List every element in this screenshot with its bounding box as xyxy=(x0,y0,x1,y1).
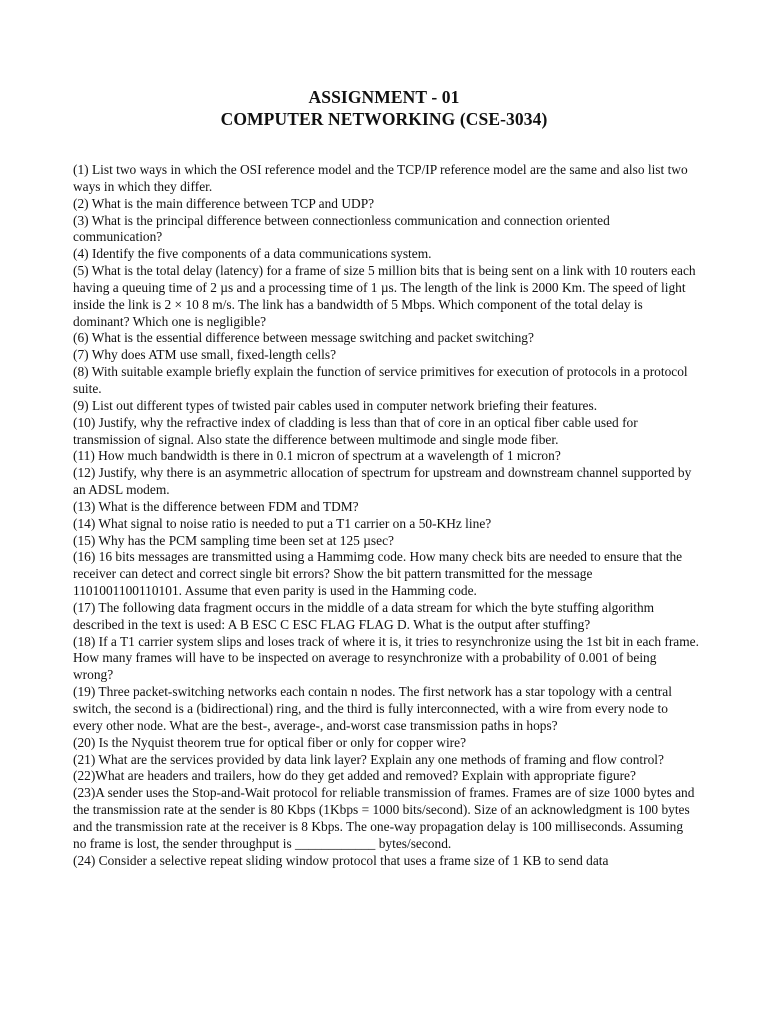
question-9: (9) List out different types of twisted pair cables used in computer network briefing their features. xyxy=(73,397,598,413)
question-20: (20) Is the Nyquist theorem true for optical fiber or only for copper wire? xyxy=(73,734,467,750)
question-12: (12) Justify, why there is an asymmetric allocation of spectrum for upstream and downstream channel supported by an ADSL modem. xyxy=(73,465,692,498)
question-13: (13) What is the difference between FDM and TDM? xyxy=(73,498,359,514)
question-8: (8) With suitable example briefly explain the function of service primitives for execution of protocols in a protocol suite. xyxy=(73,364,688,396)
question-23: (23)A sender uses the Stop-and-Wait protocol for reliable transmission of frames. Frames are of size 1000 bytes and the transmission rate at the sender is 80 Kbps (1Kbps = 1000 bits/second). Size of an acknowledgment is 100 bytes and the transmission rate at the receiver is 8 Kbps. The one-way propagation delay is 100 milliseconds. Assuming no frame is lost, the sender throughput is ____________ bytes/second. xyxy=(73,785,695,851)
question-22: (22)What are headers and trailers, how do they get added and removed? Explain with appropriate figure? xyxy=(73,768,636,784)
page-title: ASSIGNMENT - 01 xyxy=(308,87,460,107)
question-21: (21) What are the services provided by data link layer? Explain any one methods of framing and flow control? xyxy=(73,751,664,767)
course-title: COMPUTER NETWORKING (CSE-3034) xyxy=(220,109,548,129)
question-15: (15) Why has the PCM sampling time been set at 125 µsec? xyxy=(73,532,394,548)
question-3: (3) What is the principal difference between connectionless communication and connection oriented communication? xyxy=(73,212,610,245)
question-7: (7) Why does ATM use small, fixed-length cells? xyxy=(73,347,337,363)
question-10: (10) Justify, why the refractive index of cladding is less than that of core in an optical fiber cable used for transmission of signal. Also state the difference between multimode and single mode fiber. xyxy=(73,414,638,447)
question-16: (16) 16 bits messages are transmitted using a Hammimg code. How many check bits are needed to ensure that the receiver can detect and correct single bit errors? Show the bit pattern transmitted for the message 1101001100110101. Assume that even parity is used in the Hamming code. xyxy=(73,549,683,599)
question-14: (14) What signal to noise ratio is needed to put a T1 carrier on a 50-KHz line? xyxy=(73,515,492,531)
question-list xyxy=(73,162,699,869)
question-19: (19) Three packet-switching networks each contain n nodes. The first network has a star topology with a central switch, the second is a (bidirectional) ring, and the third is fully interconnected, with a wire from every node to every other node. What are the best-, average-, and-worst case transmission paths in hops? xyxy=(73,684,672,733)
question-24: (24) Consider a selective repeat sliding window protocol that uses a frame size of 1 KB to send data xyxy=(73,852,609,868)
question-11: (11) How much bandwidth is there in 0.1 micron of spectrum at a wavelength of 1 micron? xyxy=(73,448,561,464)
question-18: (18) If a T1 carrier system slips and loses track of where it is, it tries to resynchronize using the 1st bit in each frame. How many frames will have to be inspected on average to resynchronize with a probability of 0.001 of being wrong? xyxy=(73,633,699,683)
question-4: (4) Identify the five components of a data communications system. xyxy=(73,246,432,262)
question-2: (2) What is the main difference between TCP and UDP? xyxy=(73,195,375,211)
question-5: (5) What is the total delay (latency) for a frame of size 5 million bits that is being sent on a link with 10 routers each having a queuing time of 2 µs and a processing time of 1 µs. The length of the link is 2000 Km. The speed of light inside the link is 2 × 10 8 m/s. The link has a bandwidth of 5 Mbps. Which component of the total delay is dominant? Which one is negligible? xyxy=(73,263,696,329)
question-6: (6) What is the essential difference between message switching and packet switching? xyxy=(73,330,534,346)
title-block xyxy=(0,86,768,130)
question-1: (1) List two ways in which the OSI reference model and the TCP/IP reference model are the same and also list two ways in which they differ. xyxy=(73,162,688,194)
question-17: (17) The following data fragment occurs in the middle of a data stream for which the byte stuffing algorithm described in the text is used: A B ESC C ESC FLAG FLAG D. What is the output after stuffing? xyxy=(73,599,655,632)
